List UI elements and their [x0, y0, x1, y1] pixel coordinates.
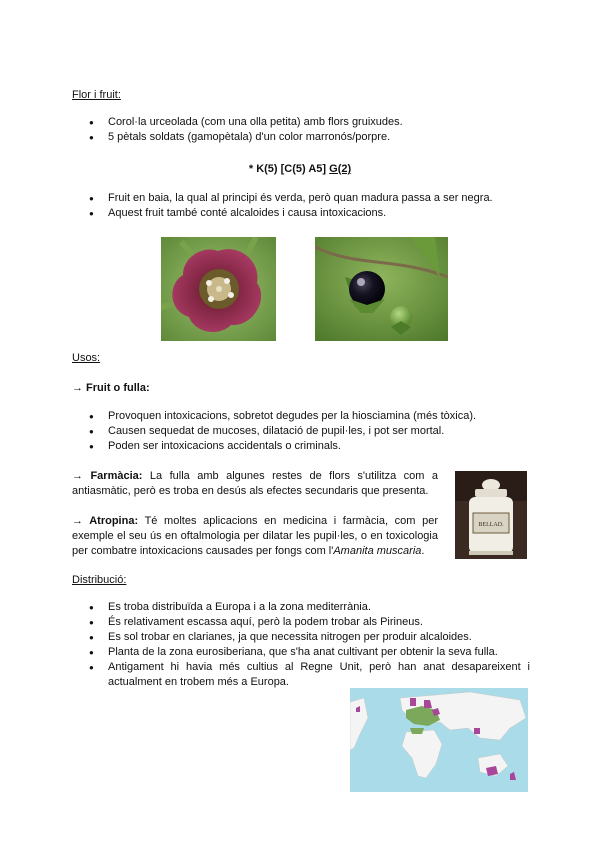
list-item: ● 5 pètals soldats (gamopètala) d'un color marronós/porpre.: [72, 130, 532, 145]
list-item: ● Es sol trobar en clarianes, ja que necessita nitrogen per produir alcaloides.: [72, 630, 530, 645]
list-item: ● Corol·la urceolada (com una olla petita) amb flors gruixudes.: [72, 115, 532, 130]
paragraph-atropina: [72, 514, 438, 559]
list-item: ● Provoquen intoxicacions, sobretot degudes per la hiosciamina (més tòxica).: [72, 409, 532, 424]
heading-flor-fruit: Flor i fruit:: [72, 89, 121, 101]
atropina-label: → Atropina:: [72, 515, 139, 527]
list-item: ● Antigament hi havia més cultius al Regne Unit, però han anat desapareixent i actualment en trobem més a Europa.: [72, 660, 530, 690]
list-item: ● És relativament escassa aquí, però la podem trobar als Pirineus.: [72, 615, 530, 630]
paragraph-farmacia: [72, 469, 438, 499]
floral-formula-gynoecium: G(2): [329, 163, 352, 175]
pharmacy-jar-photo: [455, 471, 527, 559]
heading-usos: Usos:: [72, 352, 101, 364]
farmacia-text: La fulla amb algunes restes de flors s'utilitza com a antiasmàtic, però es troba en desús als efectes secundaris que presenta.: [72, 470, 439, 497]
list-item: ● Poden ser intoxicacions accidentals o criminals.: [72, 439, 532, 454]
distribution-bullet-list: [72, 600, 530, 690]
floral-formula-prefix: * K(5) [C(5) A5]: [248, 163, 327, 175]
uses-bullet-list: [72, 409, 532, 454]
farmacia-label: → Farmàcia:: [72, 470, 143, 482]
species-name: Amanita muscaria: [333, 545, 422, 557]
flower-photo: [161, 237, 276, 341]
list-item: ● Aquest fruit també conté alcaloides i causa intoxicacions.: [72, 206, 532, 221]
flower-bullet-list: [72, 115, 532, 145]
list-item: ● Es troba distribuïda a Europa i a la zona mediterrània.: [72, 600, 530, 615]
list-item: ● Fruit en baia, la qual al principi és verda, però quan madura passa a ser negra.: [72, 191, 532, 206]
jar-label-text: BELLAD.: [478, 522, 504, 528]
list-item: ● Planta de la zona eurosiberiana, que s'ha anat cultivant per obtenir la seva fulla.: [72, 645, 530, 660]
floral-formula: [0, 162, 600, 177]
atropina-text: Té moltes aplicacions en medicina i farmàcia, com per exemple el seu ús en oftalmologia per dilatar les pupil·les, o en toxicologia per combatre intoxicacions causades per fongs com l': [72, 515, 438, 557]
list-item: ● Causen sequedat de mucoses, dilatació de pupil·les, i pot ser mortal.: [72, 424, 532, 439]
atropina-end: .: [421, 545, 425, 557]
berry-photo: [315, 237, 448, 341]
distribution-map: [350, 688, 528, 792]
fruit-bullet-list: [72, 191, 532, 221]
subheading-fruit-fulla: → Fruit o fulla:: [72, 382, 150, 394]
heading-distribucio: Distribució:: [72, 574, 127, 586]
